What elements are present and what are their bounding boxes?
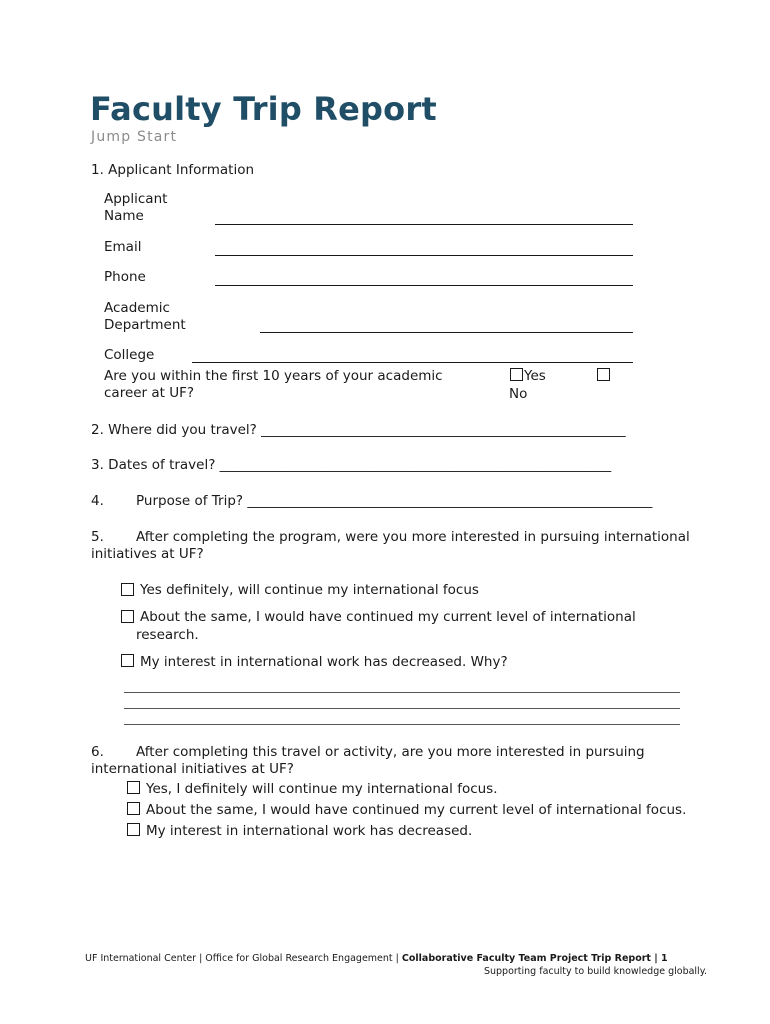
- section-5-option-1-checkbox[interactable]: [121, 583, 134, 596]
- section-1-heading: 1. Applicant Information: [91, 162, 255, 178]
- footer-organization: UF International Center | Office for Global Research Engagement |: [85, 953, 402, 964]
- section-6-question-line1: After completing this travel or activity, are you more interested in pursuing: [136, 744, 645, 760]
- section-6-option-3-checkbox[interactable]: [127, 823, 140, 836]
- section-6-option-2-checkbox[interactable]: [127, 802, 140, 815]
- footer-line: [85, 953, 668, 964]
- yes-label: Yes: [524, 368, 546, 384]
- department-label-line2: Department: [104, 317, 186, 333]
- footer-report-title: Collaborative Faculty Team Project Trip Report | 1: [401, 953, 668, 964]
- footer-tagline: Supporting faculty to build knowledge globally.: [483, 966, 707, 977]
- section-6-question-line2: international initiatives at UF?: [91, 761, 294, 777]
- section-6-option-2-label: About the same, I would have continued my current level of international focus.: [146, 802, 687, 818]
- section-2-question: 2. Where did you travel? ______________________________________________________: [91, 422, 626, 438]
- no-checkbox[interactable]: [597, 368, 610, 381]
- email-field[interactable]: [215, 255, 633, 256]
- section-5-number: 5.: [91, 529, 104, 545]
- section-5-question-line2: initiatives at UF?: [91, 546, 204, 562]
- section-6-option-3-label: My interest in international work has decreased.: [146, 823, 473, 839]
- career-question-line1: Are you within the first 10 years of your academic: [104, 368, 443, 384]
- section-5-option-3-checkbox[interactable]: [121, 654, 134, 667]
- phone-field[interactable]: [215, 285, 633, 286]
- career-question-line2: career at UF?: [104, 385, 195, 401]
- section-3-question: 3. Dates of travel? __________________________________________________________: [91, 457, 612, 473]
- why-answer-line-3[interactable]: [124, 724, 680, 725]
- email-label: Email: [104, 239, 142, 255]
- why-answer-line-1[interactable]: [124, 692, 680, 693]
- page-title: Faculty Trip Report: [90, 90, 437, 128]
- department-field[interactable]: [260, 332, 633, 333]
- no-label: No: [509, 386, 528, 402]
- section-5-question-line1: After completing the program, were you more interested in pursuing international: [136, 529, 690, 545]
- why-answer-line-2[interactable]: [124, 708, 680, 709]
- applicant-name-label-line2: Name: [104, 208, 144, 224]
- section-5-option-2-continued: research.: [136, 627, 199, 643]
- yes-checkbox[interactable]: [510, 368, 523, 381]
- section-4-question: Purpose of Trip? ____________________________________________________________: [136, 493, 653, 509]
- applicant-name-label-line1: Applicant: [104, 191, 168, 207]
- page-subtitle: Jump Start: [91, 129, 178, 145]
- section-6-number: 6.: [91, 744, 104, 760]
- phone-label: Phone: [104, 269, 146, 285]
- college-label: College: [104, 347, 155, 363]
- section-5-option-3-label: My interest in international work has decreased. Why?: [140, 654, 508, 670]
- section-6-option-1-label: Yes, I definitely will continue my international focus.: [146, 781, 498, 797]
- section-5-option-2-checkbox[interactable]: [121, 610, 134, 623]
- applicant-name-field[interactable]: [215, 224, 633, 225]
- college-field[interactable]: [192, 362, 633, 363]
- section-5-option-1-label: Yes definitely, will continue my international focus: [140, 582, 479, 598]
- department-label-line1: Academic: [104, 300, 170, 316]
- section-5-option-2-label: About the same, I would have continued my current level of international: [140, 609, 636, 625]
- section-6-option-1-checkbox[interactable]: [127, 781, 140, 794]
- section-4-number: 4.: [91, 493, 104, 509]
